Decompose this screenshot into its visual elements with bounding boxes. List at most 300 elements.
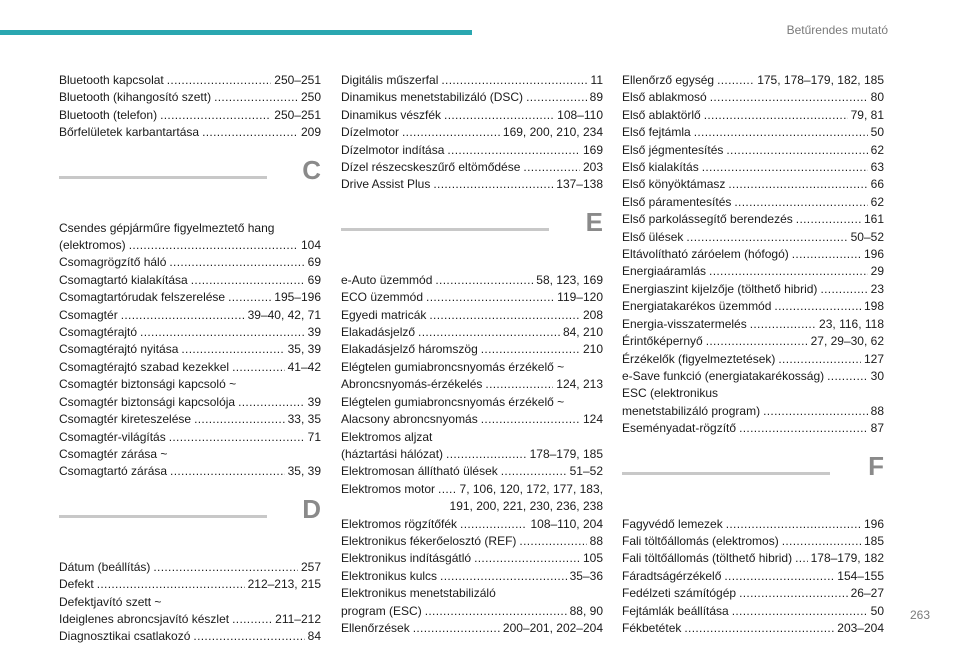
dot-leader bbox=[232, 611, 272, 628]
entry-pages: 119–120 bbox=[557, 290, 603, 305]
index-entry bbox=[622, 298, 884, 315]
dot-leader bbox=[160, 107, 271, 124]
index-entry bbox=[59, 307, 321, 324]
page-header-title: Betűrendes mutató bbox=[786, 23, 888, 37]
entry-label: Eseményadat-rögzítő bbox=[622, 421, 737, 436]
index-entry bbox=[622, 516, 884, 533]
entry-pages: 35, 39 bbox=[287, 464, 321, 479]
index-entry bbox=[622, 281, 884, 298]
dot-leader bbox=[167, 72, 272, 89]
entry-pages: 33, 35 bbox=[287, 412, 321, 427]
entry-label: Elakadásjelző bbox=[341, 325, 416, 340]
dot-leader bbox=[238, 394, 305, 411]
index-entry bbox=[622, 403, 884, 420]
entry-pages: 203–204 bbox=[837, 620, 884, 635]
dot-leader bbox=[796, 211, 861, 228]
index-entry bbox=[622, 368, 884, 385]
dot-leader bbox=[474, 550, 580, 567]
entry-label: Csomagtérajtó bbox=[59, 325, 138, 340]
entry-label: Energiatakarékos üzemmód bbox=[622, 299, 772, 314]
section-letter: E bbox=[585, 206, 603, 237]
entry-label: Első páramentesítés bbox=[622, 194, 732, 209]
index-entry bbox=[341, 411, 603, 428]
entry-label: Első parkolássegítő berendezés bbox=[622, 212, 793, 227]
entry-label: Elektromosan állítható ülések bbox=[341, 464, 498, 479]
dot-leader bbox=[778, 351, 861, 368]
dot-leader bbox=[686, 229, 847, 246]
index-entry bbox=[341, 324, 603, 341]
entry-label: Fáradtságérzékelő bbox=[622, 568, 722, 583]
entry-label: Csomagtér-világítás bbox=[59, 429, 166, 444]
dot-leader bbox=[97, 576, 245, 593]
index-entry bbox=[341, 272, 603, 289]
entry-label: Csomagtér bbox=[59, 307, 118, 322]
entry-pages: 104 bbox=[300, 238, 321, 253]
dot-leader bbox=[214, 89, 298, 106]
entry-label: (elektromos) bbox=[59, 238, 126, 253]
entry-label: Fedélzeti számítógép bbox=[622, 586, 737, 601]
index-entry bbox=[59, 446, 321, 463]
section-divider bbox=[59, 493, 321, 553]
index-entry bbox=[341, 498, 603, 515]
entry-label: Dízelmotor bbox=[341, 125, 400, 140]
entry-label: Dinamikus menetstabilizáló (DSC) bbox=[341, 90, 524, 105]
index-entry bbox=[622, 72, 884, 89]
dot-leader bbox=[501, 463, 567, 480]
index-entry bbox=[622, 107, 884, 124]
entry-pages: 88, 90 bbox=[569, 603, 603, 618]
index-entry bbox=[59, 611, 321, 628]
section-divider bbox=[622, 450, 884, 510]
entry-label: Csomagtérajtó nyitása bbox=[59, 342, 179, 357]
entry-pages: 27, 29–30, 62 bbox=[810, 334, 884, 349]
entry-pages: 63 bbox=[870, 160, 884, 175]
entry-label: Fali töltőállomás (elektromos) bbox=[622, 533, 779, 548]
entry-label: Energiaszint kijelzője (tölthető hibrid) bbox=[622, 281, 818, 296]
index-entry bbox=[622, 385, 884, 402]
entry-pages: 250–251 bbox=[274, 107, 321, 122]
dot-leader bbox=[739, 420, 868, 437]
entry-pages: 203 bbox=[582, 160, 603, 175]
dot-leader bbox=[440, 568, 567, 585]
entry-label: Dátum (beállítás) bbox=[59, 559, 151, 574]
index-entry bbox=[622, 246, 884, 263]
index-entry bbox=[341, 107, 603, 124]
index-entry bbox=[59, 254, 321, 271]
index-entry bbox=[341, 341, 603, 358]
entry-label: Drive Assist Plus bbox=[341, 177, 431, 192]
entry-label: Dízelmotor indítása bbox=[341, 142, 445, 157]
index-entry bbox=[59, 220, 321, 237]
dot-leader bbox=[706, 333, 808, 350]
entry-label: Első ablaktörlő bbox=[622, 107, 701, 122]
entry-label: Első kialakítás bbox=[622, 160, 699, 175]
entry-pages: 212–213, 215 bbox=[247, 577, 321, 592]
index-entry bbox=[341, 307, 603, 324]
entry-pages: 39 bbox=[307, 394, 321, 409]
entry-pages: 211–212 bbox=[275, 611, 321, 626]
dot-leader bbox=[820, 281, 867, 298]
entry-label: Elektronikus menetstabilizáló bbox=[341, 586, 496, 601]
entry-label: program (ESC) bbox=[341, 603, 422, 618]
index-entry bbox=[622, 176, 884, 193]
entry-label: Ellenőrző egység bbox=[622, 73, 715, 87]
entry-label: Fejtámlák beállítása bbox=[622, 603, 729, 618]
entry-pages: 209 bbox=[300, 125, 321, 140]
entry-pages: 191, 200, 221, 230, 236, 238 bbox=[449, 499, 603, 514]
index-entry bbox=[622, 159, 884, 176]
dot-leader bbox=[429, 307, 580, 324]
entry-pages: 175, 178–179, 182, 185 bbox=[757, 73, 884, 87]
entry-label: Dinamikus vészfék bbox=[341, 107, 442, 122]
entry-label: Csomagtér zárása ~ bbox=[59, 446, 168, 461]
dot-leader bbox=[519, 533, 586, 550]
index-entry bbox=[59, 237, 321, 254]
dot-leader bbox=[140, 324, 305, 341]
dot-leader bbox=[228, 289, 271, 306]
entry-label: Ideiglenes abroncsjavító készlet bbox=[59, 611, 230, 626]
index-entry bbox=[59, 289, 321, 306]
index-entry bbox=[622, 194, 884, 211]
dot-leader bbox=[193, 628, 304, 645]
dot-leader bbox=[481, 341, 580, 358]
entry-label: e-Auto üzemmód bbox=[341, 272, 433, 287]
index-entry bbox=[341, 481, 603, 498]
entry-label: Csomagtér biztonsági kapcsolója bbox=[59, 394, 236, 409]
index-entry bbox=[341, 124, 603, 141]
entry-pages: 11 bbox=[590, 73, 603, 87]
entry-label: Eltávolítható záróelem (hófogó) bbox=[622, 247, 789, 262]
index-entry bbox=[341, 394, 603, 411]
index-column-2 bbox=[341, 72, 603, 637]
index-entry bbox=[341, 89, 603, 106]
section-letter: F bbox=[868, 450, 884, 481]
dot-leader bbox=[739, 585, 848, 602]
dot-leader bbox=[734, 194, 867, 211]
dot-leader bbox=[795, 550, 808, 567]
dot-leader bbox=[694, 124, 868, 141]
entry-pages: 200–201, 202–204 bbox=[502, 620, 603, 635]
index-entry bbox=[59, 394, 321, 411]
index-entry bbox=[59, 324, 321, 341]
dot-leader bbox=[726, 516, 861, 533]
entry-pages: 195–196 bbox=[274, 290, 321, 305]
index-entry bbox=[341, 376, 603, 393]
dot-leader bbox=[732, 603, 868, 620]
entry-pages: 51–52 bbox=[569, 464, 603, 479]
dot-leader bbox=[232, 359, 285, 376]
entry-pages: 169, 200, 210, 234 bbox=[502, 125, 603, 140]
dot-leader bbox=[702, 159, 868, 176]
index-entry bbox=[341, 289, 603, 306]
index-entry bbox=[341, 620, 603, 637]
dot-leader bbox=[153, 559, 298, 576]
entry-label: Defektjavító szett ~ bbox=[59, 594, 162, 609]
entry-pages: 84, 210 bbox=[562, 325, 603, 340]
entry-pages: 124 bbox=[582, 412, 603, 427]
dot-leader bbox=[827, 368, 868, 385]
dot-leader bbox=[435, 272, 533, 289]
entry-pages: 71 bbox=[307, 429, 321, 444]
entry-pages: 39–40, 42, 71 bbox=[247, 307, 321, 322]
entry-pages: 108–110, 204 bbox=[530, 516, 603, 531]
index-entry bbox=[59, 272, 321, 289]
entry-pages: 137–138 bbox=[556, 177, 603, 192]
entry-label: Csomagtér kireteszelése bbox=[59, 412, 192, 427]
entry-label: Elakadásjelző háromszög bbox=[341, 342, 478, 357]
dot-leader bbox=[170, 463, 285, 480]
index-entry bbox=[59, 628, 321, 645]
entry-label: Fékbetétek bbox=[622, 620, 682, 635]
entry-label: Csomagtartórudak felszerelése bbox=[59, 290, 226, 305]
index-entry bbox=[341, 446, 603, 463]
entry-pages: 89 bbox=[589, 90, 603, 105]
entry-pages: 50 bbox=[870, 125, 884, 140]
entry-pages: 66 bbox=[870, 177, 884, 192]
index-entry bbox=[622, 263, 884, 280]
section-rule bbox=[59, 515, 267, 518]
entry-pages: 80 bbox=[870, 90, 884, 105]
dot-leader bbox=[724, 568, 834, 585]
entry-pages: 79, 81 bbox=[850, 107, 884, 122]
entry-label: Érzékelők (figyelmeztetések) bbox=[622, 351, 776, 366]
entry-label: Első jégmentesítés bbox=[622, 142, 724, 157]
index-entry bbox=[622, 550, 884, 567]
index-entry bbox=[59, 107, 321, 124]
entry-label: Csomagtartó zárása bbox=[59, 464, 168, 479]
index-entry bbox=[59, 89, 321, 106]
entry-label: Elektronikus fékerőelosztó (REF) bbox=[341, 533, 517, 548]
entry-pages: 88 bbox=[870, 403, 884, 418]
entry-pages: 196 bbox=[863, 516, 884, 531]
index-entry bbox=[341, 585, 603, 602]
entry-label: Elégtelen gumiabroncsnyomás érzékelő ~ bbox=[341, 359, 565, 374]
entry-label: (háztartási hálózat) bbox=[341, 446, 444, 461]
entry-pages: 35, 39 bbox=[287, 342, 321, 357]
section-rule bbox=[59, 176, 267, 179]
index-entry bbox=[622, 333, 884, 350]
index-column-3 bbox=[622, 72, 884, 637]
index-entry bbox=[622, 351, 884, 368]
entry-pages: 208 bbox=[582, 307, 603, 322]
dot-leader bbox=[481, 411, 580, 428]
dot-leader bbox=[169, 254, 304, 271]
dot-leader bbox=[402, 124, 500, 141]
section-divider bbox=[341, 206, 603, 266]
entry-pages: 30 bbox=[870, 368, 884, 383]
section-divider bbox=[59, 154, 321, 214]
dot-leader bbox=[717, 72, 754, 89]
index-entry bbox=[59, 376, 321, 393]
index-entry bbox=[622, 585, 884, 602]
index-entry bbox=[341, 72, 603, 89]
index-entry bbox=[59, 429, 321, 446]
entry-pages: 7, 106, 120, 172, 177, 183, bbox=[459, 481, 603, 496]
index-entry bbox=[341, 533, 603, 550]
entry-label: Bluetooth kapcsolat bbox=[59, 73, 164, 87]
entry-pages: 26–27 bbox=[850, 586, 884, 601]
entry-label: Bluetooth (kihangosító szett) bbox=[59, 90, 212, 105]
index-entry bbox=[59, 463, 321, 480]
entry-pages: 178–179, 185 bbox=[529, 446, 603, 461]
dot-leader bbox=[194, 411, 285, 428]
dot-leader bbox=[774, 298, 861, 315]
entry-pages: 87 bbox=[870, 421, 884, 436]
entry-pages: 69 bbox=[307, 272, 321, 287]
dot-leader bbox=[728, 176, 867, 193]
dot-leader bbox=[202, 124, 298, 141]
index-entry bbox=[59, 576, 321, 593]
entry-label: ECO üzemmód bbox=[341, 290, 424, 305]
page-number: 263 bbox=[909, 608, 930, 622]
dot-leader bbox=[782, 533, 861, 550]
entry-pages: 185 bbox=[863, 533, 884, 548]
entry-pages: 39 bbox=[307, 325, 321, 340]
entry-label: Elektromos rögzítőfék bbox=[341, 516, 458, 531]
entry-label: Energiaáramlás bbox=[622, 264, 707, 279]
entry-pages: 161 bbox=[863, 212, 884, 227]
dot-leader bbox=[792, 246, 861, 263]
dot-leader bbox=[523, 159, 580, 176]
entry-pages: 88 bbox=[589, 533, 603, 548]
entry-pages: 35–36 bbox=[569, 568, 603, 583]
entry-label: Diagnosztikai csatlakozó bbox=[59, 629, 191, 644]
entry-label: Ellenőrzések bbox=[341, 620, 410, 635]
entry-pages: 62 bbox=[870, 194, 884, 209]
entry-pages: 196 bbox=[863, 247, 884, 262]
entry-pages: 58, 123, 169 bbox=[536, 272, 603, 287]
index-entry bbox=[341, 142, 603, 159]
dot-leader bbox=[726, 142, 867, 159]
entry-pages: 29 bbox=[870, 264, 884, 279]
entry-label: Defekt bbox=[59, 577, 94, 592]
index-entry bbox=[59, 594, 321, 611]
index-entry bbox=[341, 516, 603, 533]
index-entry bbox=[59, 559, 321, 576]
entry-label: Csomagrögzítő háló bbox=[59, 255, 167, 270]
index-entry bbox=[622, 420, 884, 437]
entry-label: Csendes gépjárműre figyelmeztető hang bbox=[59, 220, 275, 235]
entry-pages: 250 bbox=[300, 90, 321, 105]
entry-label: Fagyvédő lemezek bbox=[622, 516, 723, 531]
index-entry bbox=[341, 550, 603, 567]
dot-leader bbox=[710, 89, 868, 106]
dot-leader bbox=[426, 289, 554, 306]
index-entry bbox=[622, 211, 884, 228]
entry-pages: 50 bbox=[870, 603, 884, 618]
entry-label: Egyedi matricák bbox=[341, 307, 427, 322]
entry-pages: 105 bbox=[582, 551, 603, 566]
entry-label: Csomagtér biztonsági kapcsoló ~ bbox=[59, 377, 237, 392]
index-entry bbox=[622, 603, 884, 620]
entry-label: Csomagtartó kialakítása bbox=[59, 272, 188, 287]
index-entry bbox=[622, 229, 884, 246]
entry-label: Elektronikus indításgátló bbox=[341, 551, 472, 566]
entry-pages: 69 bbox=[307, 255, 321, 270]
entry-label: Digitális műszerfal bbox=[341, 73, 439, 87]
dot-leader bbox=[485, 376, 553, 393]
entry-label: Bluetooth (telefon) bbox=[59, 107, 158, 122]
section-rule bbox=[341, 228, 549, 231]
index-entry bbox=[622, 316, 884, 333]
dot-leader bbox=[750, 316, 816, 333]
entry-label: e-Save funkció (energiatakarékosság) bbox=[622, 368, 825, 383]
header-accent-bar bbox=[0, 30, 472, 35]
dot-leader bbox=[446, 446, 527, 463]
entry-label: menetstabilizáló program) bbox=[622, 403, 761, 418]
entry-label: Elégtelen gumiabroncsnyomás érzékelő ~ bbox=[341, 394, 565, 409]
entry-label: Dízel részecskeszűrő eltömődése bbox=[341, 160, 521, 175]
index-entry bbox=[622, 568, 884, 585]
index-entry bbox=[622, 124, 884, 141]
dot-leader bbox=[425, 603, 567, 620]
section-rule bbox=[622, 472, 830, 475]
entry-pages: 210 bbox=[582, 342, 603, 357]
entry-label: Energia-visszatermelés bbox=[622, 316, 747, 331]
entry-label: Elektromos motor bbox=[341, 481, 436, 496]
entry-pages: 198 bbox=[863, 299, 884, 314]
dot-leader bbox=[441, 72, 587, 89]
entry-pages: 154–155 bbox=[837, 568, 884, 583]
entry-pages: 23, 116, 118 bbox=[819, 316, 884, 331]
dot-leader bbox=[447, 142, 580, 159]
dot-leader bbox=[444, 107, 554, 124]
index-entry bbox=[59, 341, 321, 358]
dot-leader bbox=[181, 341, 284, 358]
index-entry bbox=[59, 72, 321, 89]
section-letter: D bbox=[302, 493, 321, 524]
index-entry bbox=[341, 568, 603, 585]
dot-leader bbox=[684, 620, 834, 637]
dot-leader bbox=[169, 429, 305, 446]
entry-label: Első könyöktámasz bbox=[622, 177, 726, 192]
entry-label: Első ablakmosó bbox=[622, 90, 707, 105]
dot-leader bbox=[526, 89, 587, 106]
dot-leader bbox=[129, 237, 298, 254]
index-entry bbox=[341, 359, 603, 376]
entry-pages: 124, 213 bbox=[556, 377, 603, 392]
entry-label: Abroncsnyomás-érzékelés bbox=[341, 377, 483, 392]
index-entry bbox=[622, 142, 884, 159]
entry-pages: 257 bbox=[300, 559, 321, 574]
entry-pages: 250–251 bbox=[274, 73, 321, 87]
entry-pages: 108–110 bbox=[557, 107, 603, 122]
entry-pages: 127 bbox=[863, 351, 884, 366]
entry-label: Első fejtámla bbox=[622, 125, 691, 140]
entry-label: Elektromos aljzat bbox=[341, 429, 433, 444]
entry-label: Csomagtérajtó szabad kezekkel bbox=[59, 359, 230, 374]
entry-label: ESC (elektronikus bbox=[622, 386, 719, 401]
index-entry bbox=[622, 620, 884, 637]
index-entry bbox=[622, 533, 884, 550]
dot-leader bbox=[460, 516, 527, 533]
dot-leader bbox=[438, 481, 457, 498]
index-entry bbox=[341, 159, 603, 176]
index-entry bbox=[341, 603, 603, 620]
dot-leader bbox=[704, 107, 848, 124]
index-entry bbox=[341, 429, 603, 446]
entry-label: Fali töltőállomás (tölthető hibrid) bbox=[622, 551, 793, 566]
index-entry bbox=[59, 411, 321, 428]
entry-label: Alacsony abroncsnyomás bbox=[341, 412, 478, 427]
entry-pages: 50–52 bbox=[850, 229, 884, 244]
dot-leader bbox=[413, 620, 500, 637]
dot-leader bbox=[191, 272, 305, 289]
entry-pages: 62 bbox=[870, 142, 884, 157]
index-entry bbox=[59, 124, 321, 141]
dot-leader bbox=[121, 307, 245, 324]
dot-leader bbox=[763, 403, 868, 420]
